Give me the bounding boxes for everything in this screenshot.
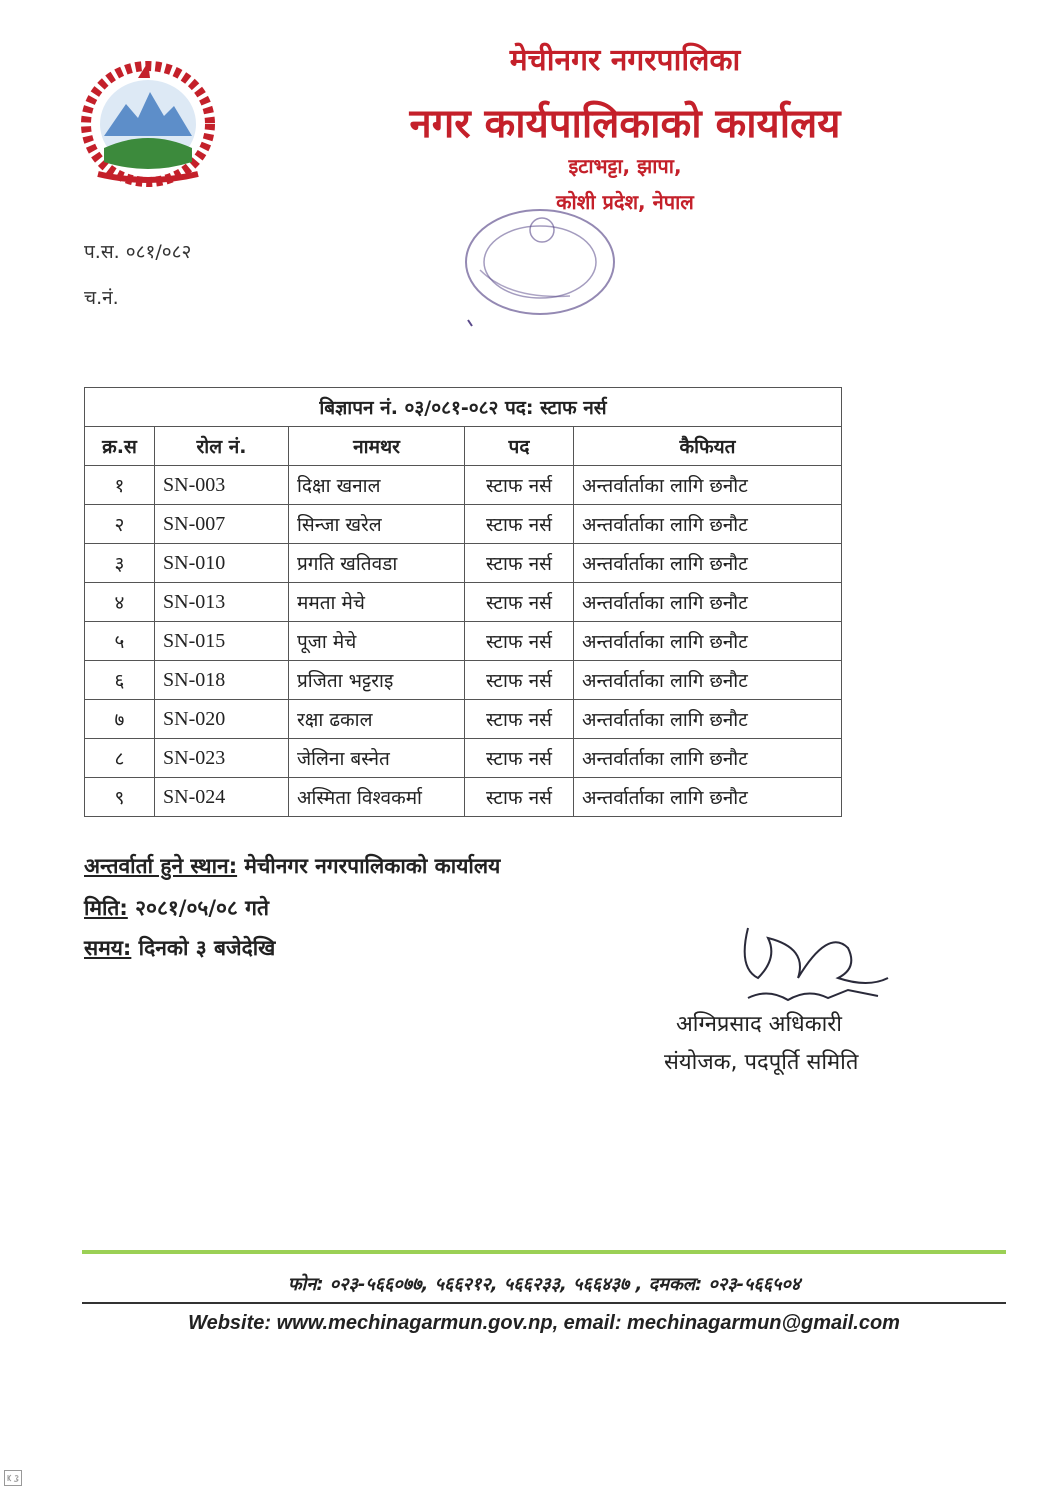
cell-post: स्टाफ नर्स (465, 505, 574, 544)
cell-sn: ७ (85, 700, 155, 739)
interview-time (84, 934, 275, 962)
cell-sn: ९ (85, 778, 155, 817)
header-remark: कैफियत (574, 427, 842, 466)
cell-name: प्रजिता भट्टराइ (289, 661, 465, 700)
venue-value: मेचीनगर नगरपालिकाको कार्यालय (244, 854, 501, 878)
footer-web-email: Website: www.mechinagarmun.gov.np, email: mechinagarmun@gmail.com (188, 1312, 900, 1334)
cell-post: स्टाफ नर्स (465, 544, 574, 583)
venue-label: अन्तर्वार्ता हुने स्थान: (84, 854, 238, 878)
shortlist-table (84, 387, 842, 817)
cell-name: दिक्षा खनाल (289, 466, 465, 505)
header-roll: रोल नं. (155, 427, 289, 466)
cell-remark: अन्तर्वार्ताका लागि छनौट (574, 466, 842, 505)
table-row (85, 583, 842, 622)
cell-remark: अन्तर्वार्ताका लागि छनौट (574, 505, 842, 544)
cell-sn: ४ (85, 583, 155, 622)
signatory-title: संयोजक, पदपूर्ति समिति (664, 1050, 859, 1075)
cell-name: जेलिना बस्नेत (289, 739, 465, 778)
cell-remark: अन्तर्वार्ताका लागि छनौट (574, 544, 842, 583)
table-row (85, 622, 842, 661)
org-name: मेचीनगर नगरपालिका (509, 43, 741, 78)
table-row (85, 544, 842, 583)
cell-remark: अन्तर्वार्ताका लागि छनौट (574, 778, 842, 817)
cell-remark: अन्तर्वार्ताका लागि छनौट (574, 661, 842, 700)
cell-post: स्टाफ नर्स (465, 466, 574, 505)
cell-roll: SN-003 (155, 466, 289, 505)
cell-roll: SN-007 (155, 505, 289, 544)
cell-post: स्टाफ नर्स (465, 739, 574, 778)
cell-sn: ८ (85, 739, 155, 778)
time-label: समय: (84, 936, 132, 960)
cell-post: स्टाफ नर्स (465, 583, 574, 622)
table-row (85, 739, 842, 778)
signatory-name: अग्निप्रसाद अधिकारी (676, 1012, 842, 1037)
date-label: मिति: (84, 896, 128, 920)
date-value: २०८१/०५/०८ गते (135, 896, 269, 920)
office-stamp-icon (450, 200, 625, 330)
header-sn: क्र.स (85, 427, 155, 466)
cell-remark: अन्तर्वार्ताका लागि छनौट (574, 583, 842, 622)
table-row (85, 778, 842, 817)
table-row (85, 661, 842, 700)
dispatch-number: च.नं. (84, 287, 119, 309)
cell-name: सिन्जा खरेल (289, 505, 465, 544)
signature-icon (728, 918, 898, 1018)
footer-phones: फोन: ०२३-५६६०७७, ५६६२१२, ५६६२३३, ५६६४३७ , दमकल: ०२३-५६६५०४ (287, 1274, 801, 1295)
table-row (85, 466, 842, 505)
reference-number: प.स. ०८१/०८२ (84, 241, 192, 263)
cell-remark: अन्तर्वार्ताका लागि छनौट (574, 739, 842, 778)
cell-roll: SN-015 (155, 622, 289, 661)
interview-venue (84, 852, 500, 880)
cell-name: अस्मिता विश्वकर्मा (289, 778, 465, 817)
cell-roll: SN-013 (155, 583, 289, 622)
office-name: नगर कार्यपालिकाको कार्यालय (409, 101, 841, 147)
table-row (85, 505, 842, 544)
office-province: कोशी प्रदेश, नेपाल (556, 190, 694, 214)
camscanner-logo-icon (4, 1470, 22, 1486)
cell-post: स्टाफ नर्स (465, 700, 574, 739)
cell-sn: १ (85, 466, 155, 505)
cell-name: प्रगति खतिवडा (289, 544, 465, 583)
cell-name: ममता मेचे (289, 583, 465, 622)
table-row (85, 700, 842, 739)
cell-post: स्टाफ नर्स (465, 778, 574, 817)
table-caption: बिज्ञापन नं. ०३/०८१-०८२ पद: स्टाफ नर्स (85, 388, 842, 427)
cell-sn: ३ (85, 544, 155, 583)
cell-roll: SN-020 (155, 700, 289, 739)
header-name: नामथर (289, 427, 465, 466)
cell-remark: अन्तर्वार्ताका लागि छनौट (574, 700, 842, 739)
cell-sn: २ (85, 505, 155, 544)
nepal-emblem-icon (78, 58, 218, 188)
cell-sn: ५ (85, 622, 155, 661)
cell-post: स्टाफ नर्स (465, 661, 574, 700)
cell-roll: SN-024 (155, 778, 289, 817)
cell-name: पूजा मेचे (289, 622, 465, 661)
office-address: इटाभट्टा, झापा, (568, 154, 682, 178)
header-post: पद (465, 427, 574, 466)
cell-post: स्टाफ नर्स (465, 622, 574, 661)
cell-roll: SN-010 (155, 544, 289, 583)
interview-date (84, 894, 269, 922)
cell-sn: ६ (85, 661, 155, 700)
cell-name: रक्षा ढकाल (289, 700, 465, 739)
cell-roll: SN-018 (155, 661, 289, 700)
footer-divider-green (82, 1250, 1006, 1254)
time-value: दिनको ३ बजेदेखि (138, 936, 276, 960)
table-header-row (85, 427, 842, 466)
cell-roll: SN-023 (155, 739, 289, 778)
footer-divider (82, 1302, 1006, 1304)
cell-remark: अन्तर्वार्ताका लागि छनौट (574, 622, 842, 661)
